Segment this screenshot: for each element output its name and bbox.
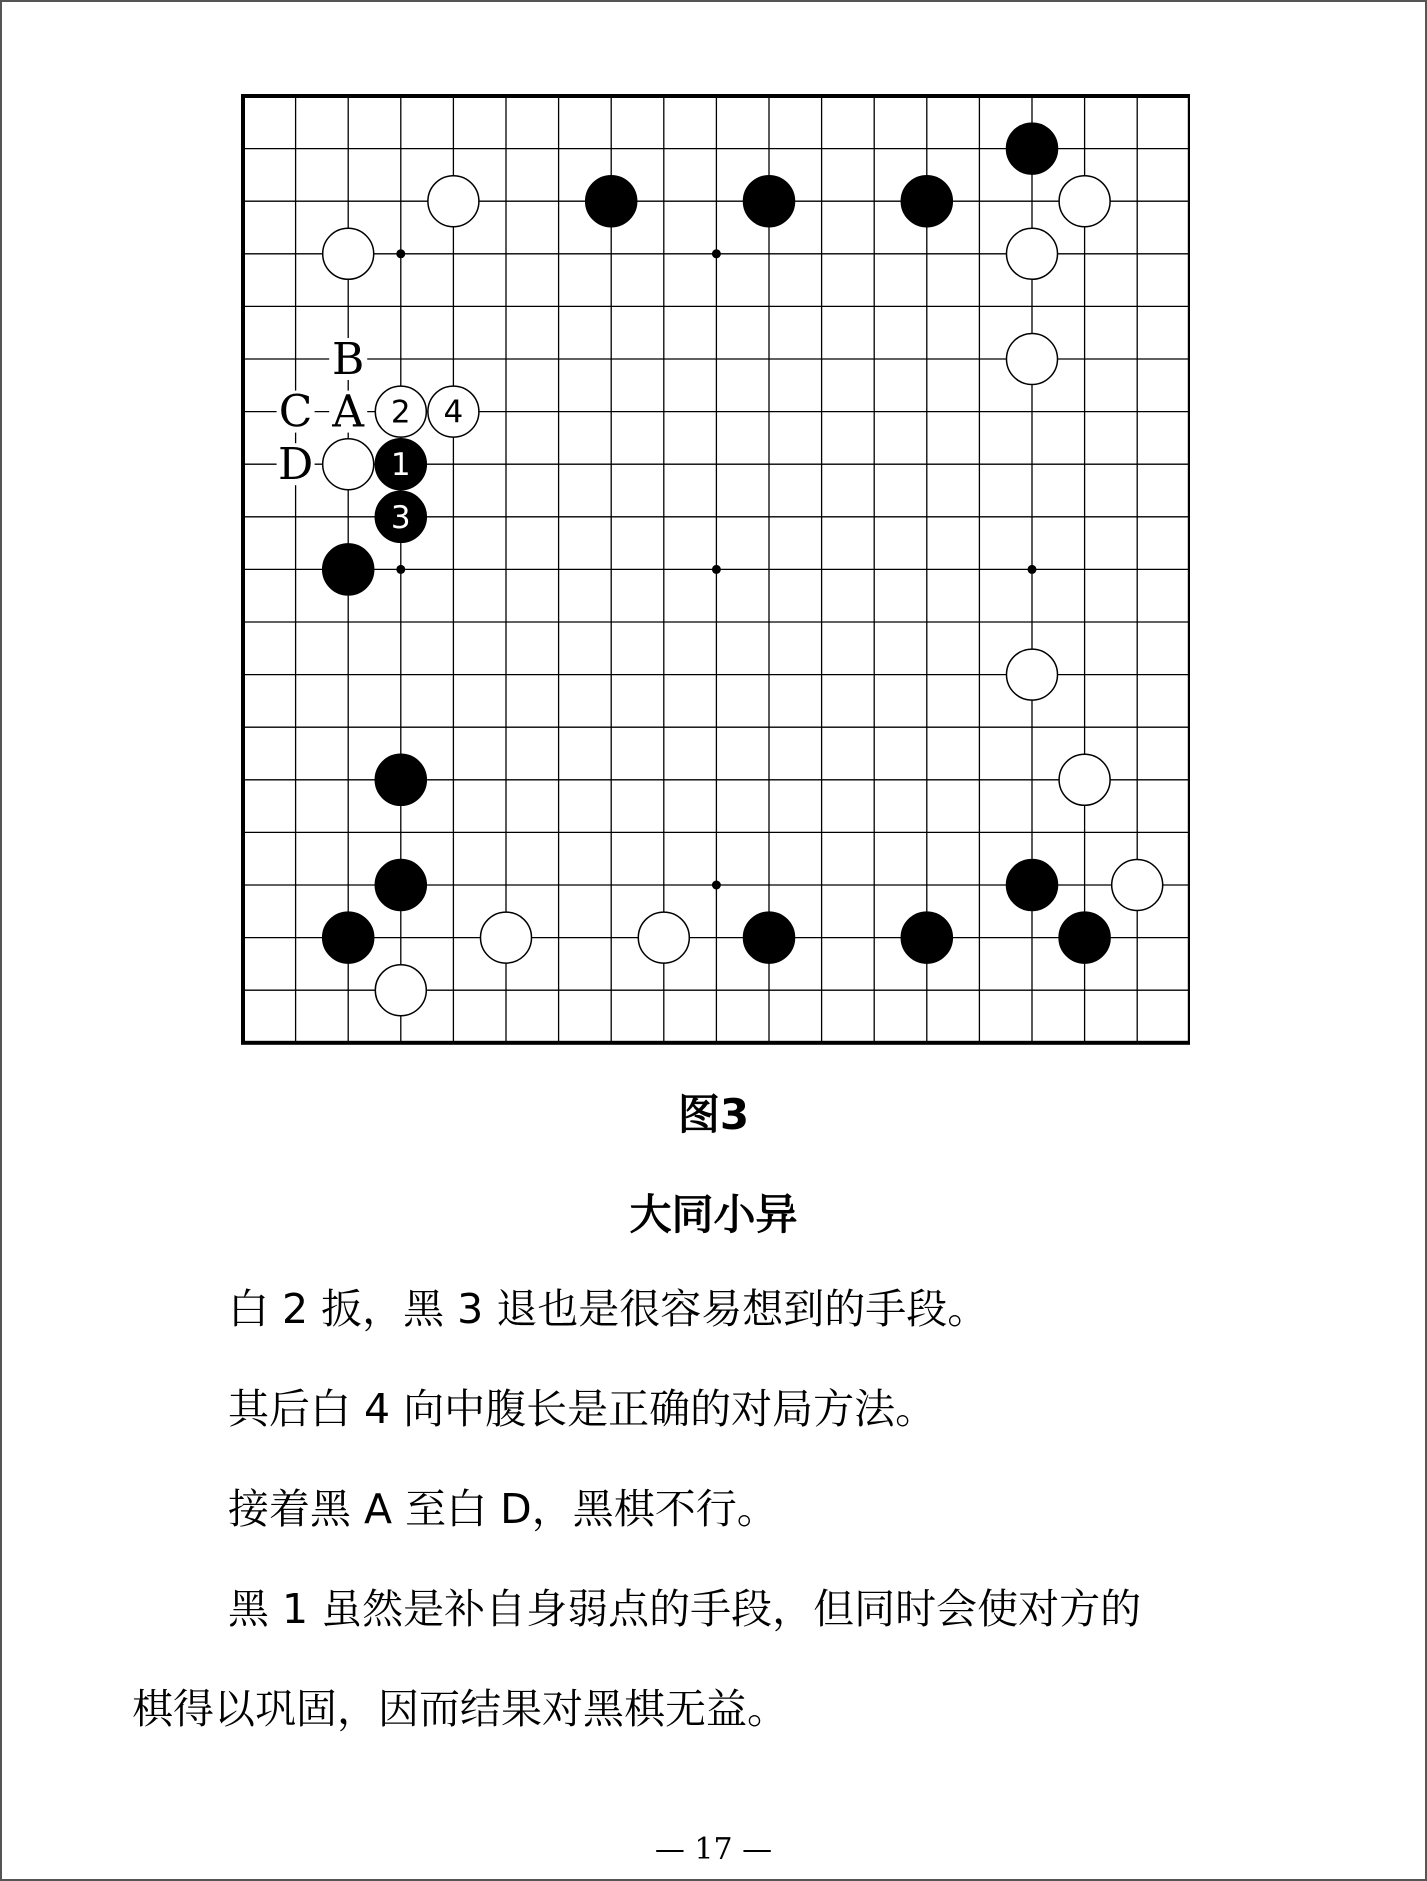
black-stone <box>901 176 952 227</box>
go-board-diagram <box>240 93 1190 1048</box>
star-point <box>396 565 405 574</box>
board-grid <box>243 96 1190 1043</box>
page-number: — 17 — <box>654 1832 773 1867</box>
paragraph-5: 棋得以巩固，因而结果对黑棋无益。 <box>132 1685 788 1733</box>
white-stone <box>481 912 532 963</box>
point-letter-label: D <box>277 439 314 491</box>
black-stone <box>375 860 426 911</box>
white-stone <box>1059 754 1110 805</box>
figure-caption: 图3 <box>677 1090 750 1139</box>
black-stone <box>375 754 426 805</box>
black-stone <box>901 912 952 963</box>
white-stone <box>1112 860 1163 911</box>
black-stone <box>323 544 374 595</box>
stone-move-number: 4 <box>443 394 464 431</box>
white-stone <box>1059 176 1110 227</box>
white-stone <box>428 176 479 227</box>
stone-move-number: 2 <box>390 394 411 431</box>
white-stone <box>1007 228 1058 279</box>
point-letter-label: C <box>278 386 313 438</box>
white-stone <box>1007 334 1058 385</box>
paragraph-1: 白 2 扳，黑 3 退也是很容易想到的手段。 <box>228 1285 989 1333</box>
black-stone <box>1007 123 1058 174</box>
paragraph-3: 接着黑 A 至白 D，黑棋不行。 <box>228 1485 778 1533</box>
white-stone <box>323 439 374 490</box>
star-point <box>712 565 721 574</box>
black-stone <box>1007 860 1058 911</box>
star-point <box>712 881 721 890</box>
paragraph-4: 黑 1 虽然是补自身弱点的手段，但同时会使对方的 <box>228 1585 1142 1633</box>
white-stone <box>323 228 374 279</box>
paragraph-2: 其后白 4 向中腹长是正确的对局方法。 <box>228 1385 937 1433</box>
section-subtitle: 大同小异 <box>629 1190 798 1239</box>
point-letter-label: B <box>332 334 365 385</box>
star-point <box>1028 565 1037 574</box>
white-stone <box>638 912 689 963</box>
black-stone <box>744 912 795 963</box>
black-stone <box>586 176 637 227</box>
black-stone <box>323 912 374 963</box>
white-stone <box>1007 649 1058 700</box>
stone-move-number: 1 <box>390 447 411 484</box>
star-point <box>396 249 405 258</box>
white-stone <box>375 965 426 1016</box>
black-stone <box>744 176 795 227</box>
point-letter-label: A <box>332 386 365 438</box>
stone-move-number: 3 <box>390 499 411 536</box>
black-stone <box>1059 912 1110 963</box>
star-point <box>712 249 721 258</box>
